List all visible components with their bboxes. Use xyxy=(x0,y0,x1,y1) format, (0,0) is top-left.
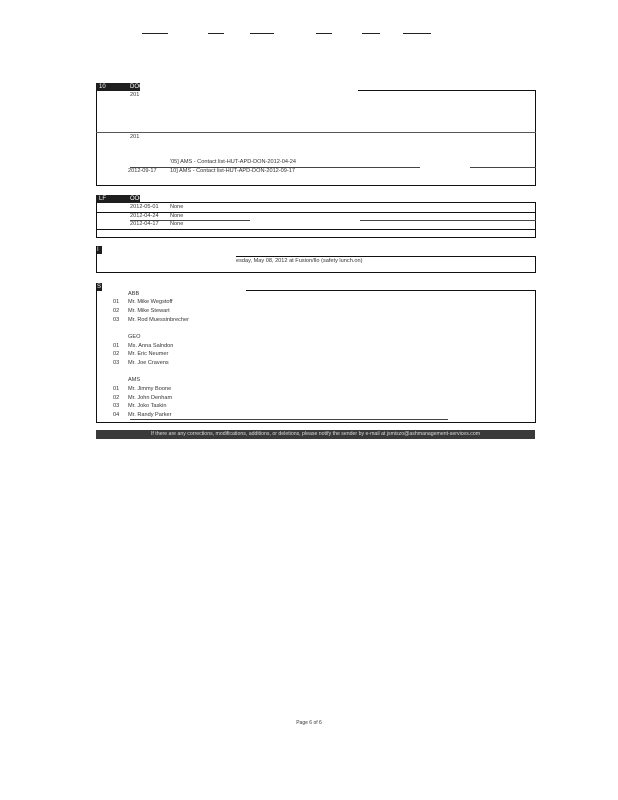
group-abb-num-3: 03 xyxy=(113,317,120,323)
group-abb-name: ABB xyxy=(128,291,140,297)
top-rule-5 xyxy=(362,33,380,34)
section1-row1-year: 201 xyxy=(130,92,140,98)
section3-rule-top xyxy=(236,256,536,257)
section3-rule-bottom xyxy=(96,272,536,273)
section1-header-code: DOC xyxy=(130,84,144,90)
footer-notice: If there are any corrections, modifications, additions, or deletions, please notify the sender by e-mail at jsmiszo@ashmanagement-services.com xyxy=(96,430,535,439)
top-rule-2 xyxy=(208,33,224,34)
section4-rule-bottom xyxy=(96,422,536,423)
top-rule-1 xyxy=(142,33,168,34)
section1-right-border xyxy=(535,90,536,186)
section3-header-num: I xyxy=(97,247,99,253)
group-ams-member-2: Mr. John Denham xyxy=(128,395,173,401)
section2-header-code: OOC xyxy=(130,196,144,202)
section1-row4-date: 2012-09-17 xyxy=(128,168,157,174)
top-rule-3 xyxy=(250,33,274,34)
section3-left-border xyxy=(96,246,97,273)
section4-rule-top xyxy=(246,290,536,291)
section1-header-num: 10 xyxy=(99,84,106,90)
section2-rule-2b xyxy=(360,220,536,221)
group-geo-member-3: Mr. Joe Cravens xyxy=(128,360,169,366)
group-abb-member-3: Mr. Rod Muessinbrecher xyxy=(128,317,189,323)
section1-rule-mid xyxy=(96,132,536,133)
group-abb-num-2: 02 xyxy=(113,308,120,314)
section2-header xyxy=(96,195,144,203)
section4-right-border xyxy=(535,290,536,423)
section2-row1-date: 2012-05-01 xyxy=(130,204,159,210)
section1-row2-year: 201 xyxy=(130,134,140,140)
group-geo-name: GEO xyxy=(128,334,141,340)
group-abb-num-1: 01 xyxy=(113,299,120,305)
section4-header-num: S xyxy=(97,284,102,290)
group-abb-member-1: Mr. Mike Wegstoff xyxy=(128,299,173,305)
section2-rule-1 xyxy=(96,212,536,213)
section2-header-num: LF xyxy=(99,196,107,202)
section2-row1-value: None xyxy=(170,204,184,210)
section1-header xyxy=(96,83,144,91)
section4-left-border xyxy=(96,283,97,423)
group-geo-num-1: 01 xyxy=(113,343,120,349)
group-ams-name: AMS xyxy=(128,377,141,383)
group-abb-member-2: Mr. Mike Stewart xyxy=(128,308,170,314)
page-number: Page 6 of 6 xyxy=(296,720,322,726)
section2-row2-value: None xyxy=(170,213,184,219)
group-geo-member-2: Mr. Eric Neumer xyxy=(128,351,169,357)
group-ams-num-1: 01 xyxy=(113,386,120,392)
section1-row3-text: '05] AMS - Contact list-HUT-APD-DON-2012-04-24 xyxy=(170,159,297,165)
section1-rule-top xyxy=(358,90,536,91)
section4-rule-member xyxy=(130,419,448,420)
section2-rule-tail xyxy=(96,237,536,238)
top-rule-4 xyxy=(316,33,332,34)
group-ams-num-3: 03 xyxy=(113,403,120,409)
section2-row2-date: 2012-04-24 xyxy=(130,213,159,219)
section2-left-border xyxy=(96,202,97,238)
group-ams-member-4: Mr. Randy Parker xyxy=(128,412,172,418)
section2-row3-date: 2012-04-17 xyxy=(130,221,159,227)
section1-left-border xyxy=(96,90,97,186)
section2-row3-value: None xyxy=(170,221,184,227)
group-ams-num-4: 04 xyxy=(113,412,120,418)
group-geo-member-1: Ms. Anna Salndon xyxy=(128,343,174,349)
section1-rule-bottom xyxy=(96,185,536,186)
group-ams-num-2: 02 xyxy=(113,395,120,401)
section3-meeting-text: esday, May 08, 2012 at Fusion/Ilo (safety lunch.on) xyxy=(236,258,363,264)
top-rule-6 xyxy=(403,33,431,34)
section2-rule-bottom xyxy=(96,229,536,230)
section2-rule-top xyxy=(140,202,536,203)
section1-row4-text: 10] AMS - Contact list-HUT-APD-DON-2012-09-17 xyxy=(170,168,295,174)
group-geo-num-3: 03 xyxy=(113,360,120,366)
section1-rule-row3b xyxy=(470,167,536,168)
group-ams-member-1: Mr. Jimmy Boone xyxy=(128,386,172,392)
group-geo-num-2: 02 xyxy=(113,351,120,357)
group-ams-member-3: Mr. Joko Taskin xyxy=(128,403,167,409)
section3-right-border xyxy=(535,256,536,273)
